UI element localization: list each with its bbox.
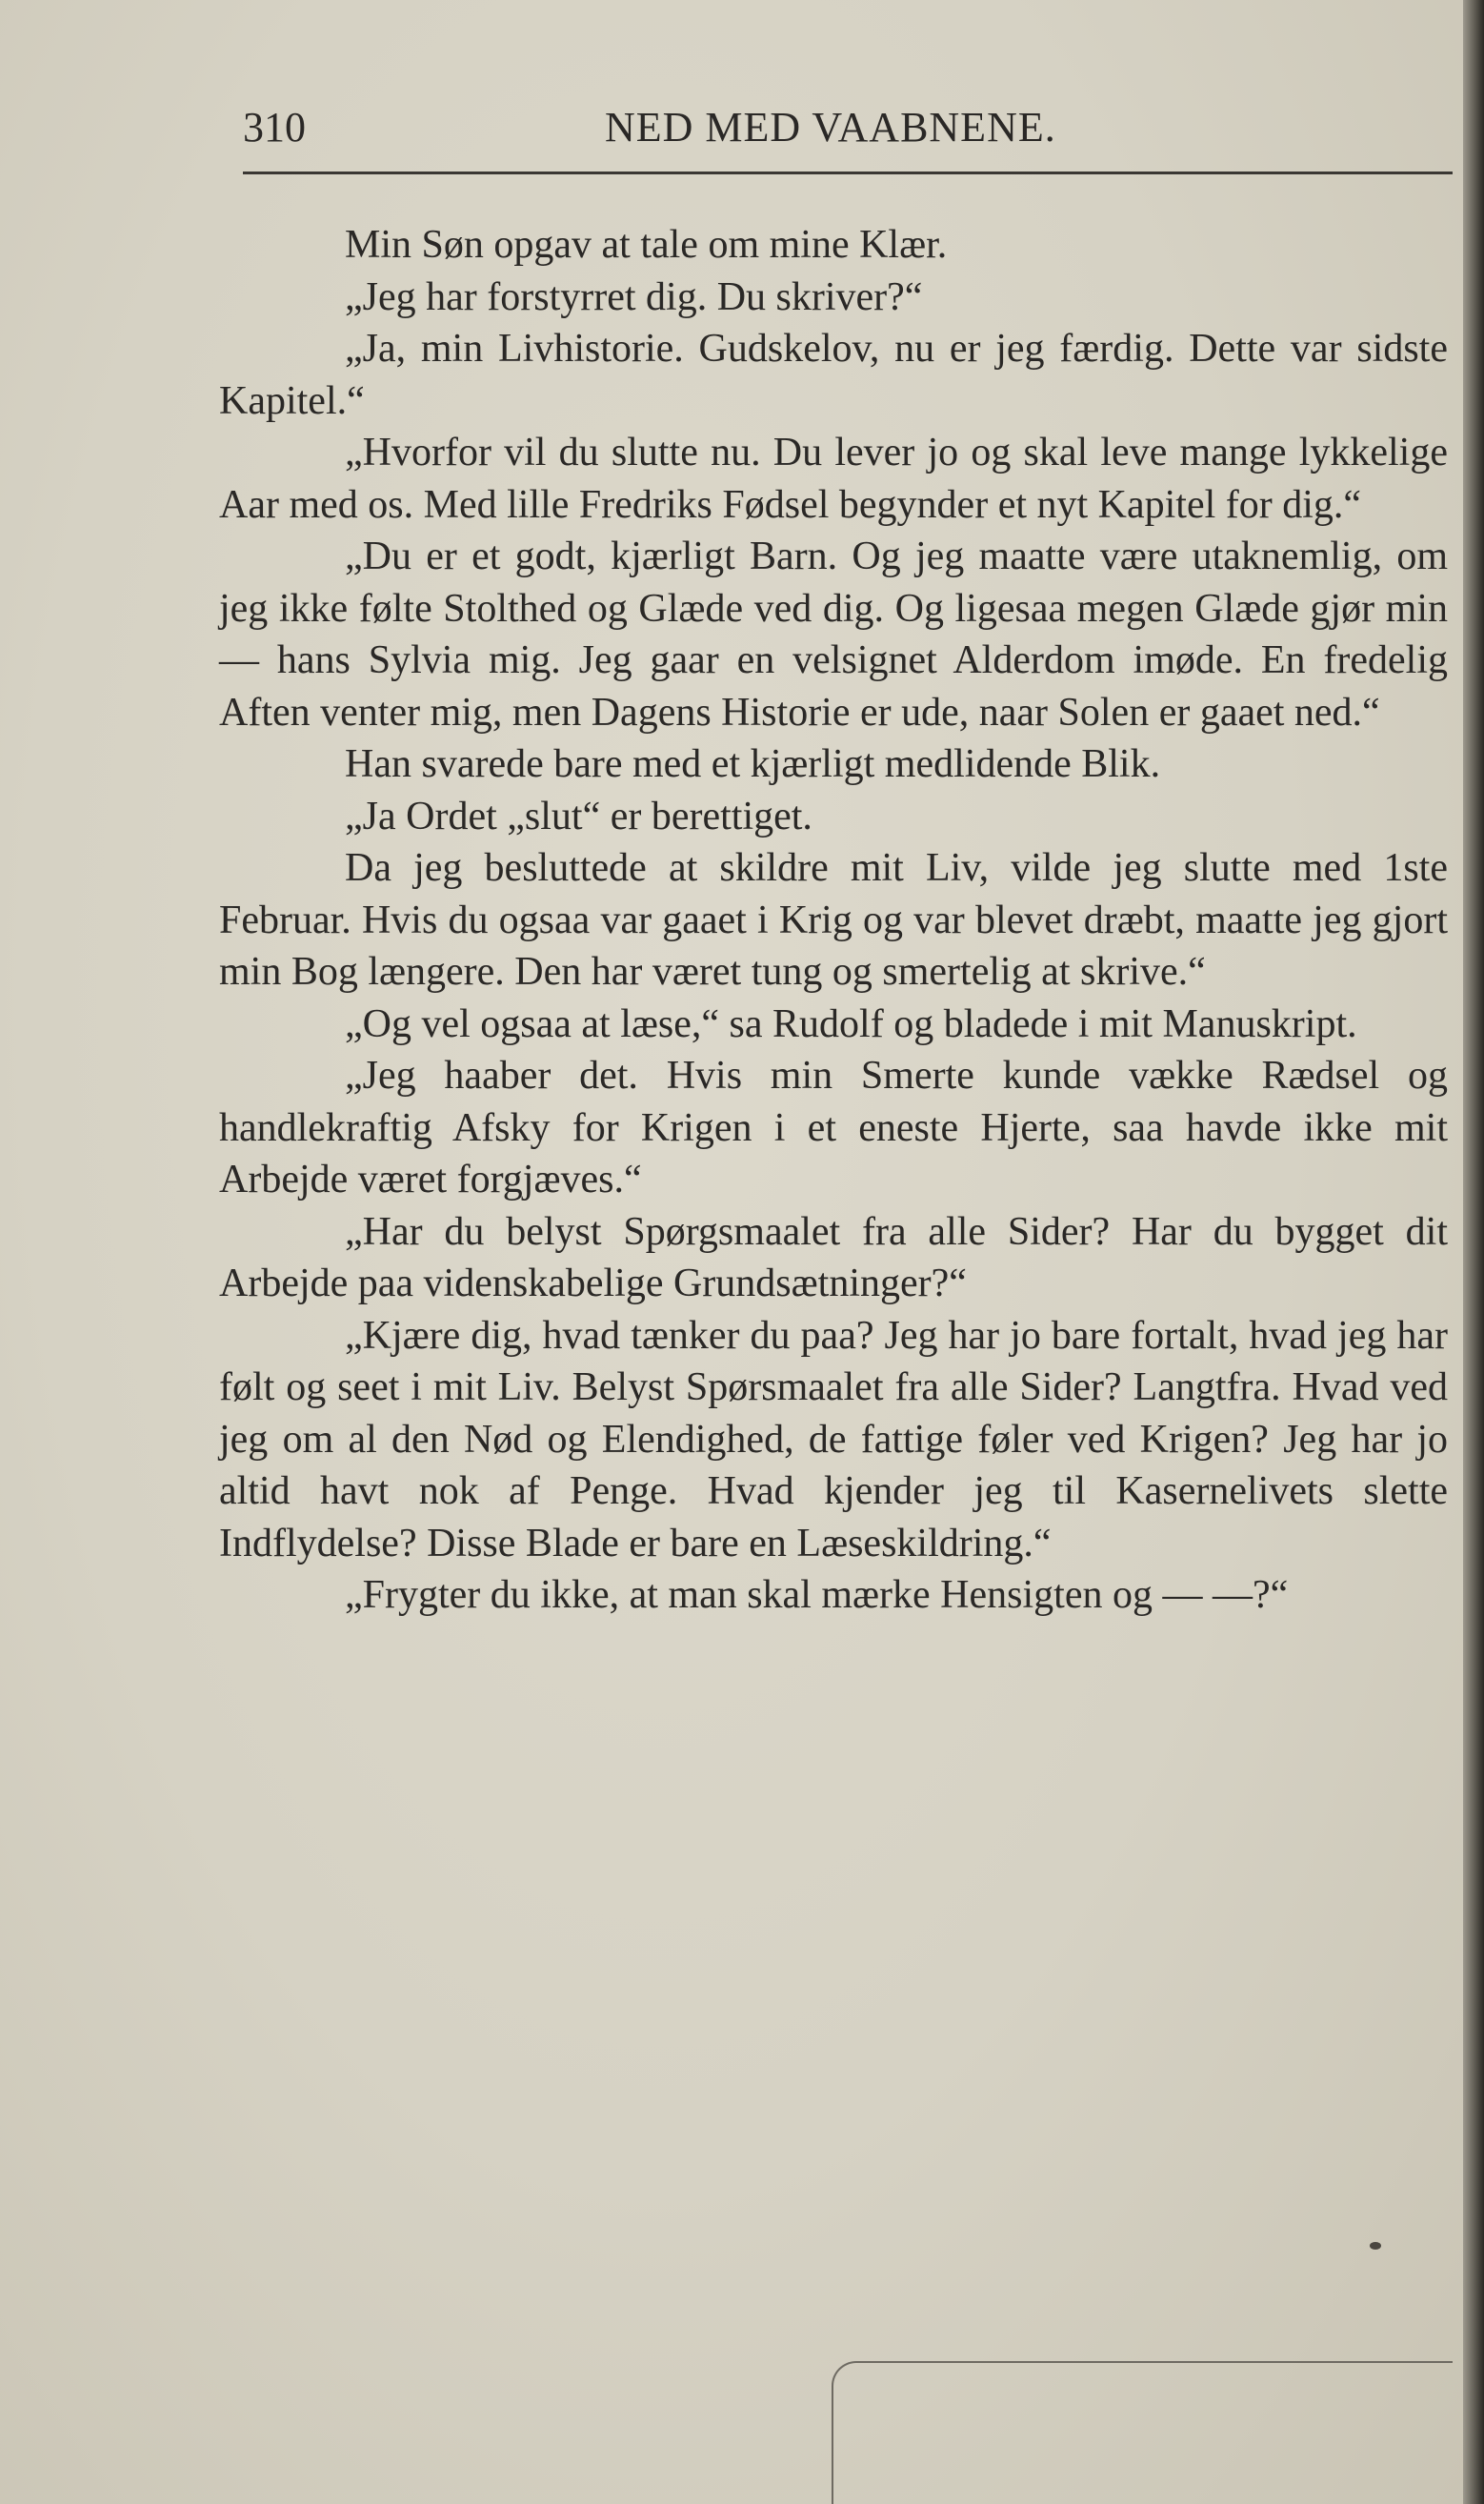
page-edge xyxy=(1463,0,1484,2504)
paragraph: „Frygter du ikke, at man skal mærke Hensigten og — —?“ xyxy=(345,1573,1289,1617)
page-number: 310 xyxy=(243,104,306,151)
ink-mark xyxy=(1370,2242,1381,2250)
paragraph: „Kjære dig, hvad tænker du paa? Jeg har jo bare fortalt, hvad jeg har følt og seet i mit Liv. Belyst Spørsmaalet fra alle Sider? Langtfra. Hvad ved jeg om al den Nød og Elendighed, de fattige føler ved Krigen? Jeg har jo altid havt nok af Penge. Hvad kjender jeg til Kasernelivets slette Indflydelse? Disse Blade er bare en Læseskildring.“ xyxy=(219,1313,1448,1565)
paragraph: Min Søn opgav at tale om mine Klær. xyxy=(345,223,948,267)
paragraph: Han svarede bare med et kjærligt medlidende Blik. xyxy=(345,742,1161,786)
running-title: NED MED VAABNENE. xyxy=(605,104,1056,151)
paragraph: „Har du belyst Spørgsmaalet fra alle Sider? Har du bygget dit Arbejde paa videnskabelige Grundsætninger?“ xyxy=(219,1209,1448,1305)
paragraph: „Hvorfor vil du slutte nu. Du lever jo og skal leve mange lykkelige Aar med os. Med lille Fredriks Fødsel begynder et nyt Kapitel for dig.“ xyxy=(219,431,1448,527)
library-stamp-box xyxy=(832,2361,1453,2504)
paragraph: „Ja, min Livhistorie. Gudskelov, nu er jeg færdig. Dette var sidste Kapitel.“ xyxy=(219,327,1448,423)
paragraph: „Ja Ordet „slut“ er berettiget. xyxy=(345,794,812,838)
page-header xyxy=(243,103,1453,160)
paragraph: „Og vel ogsaa at læse,“ sa Rudolf og bladede i mit Manuskript. xyxy=(345,1001,1357,1046)
paragraph: „Jeg har forstyrret dig. Du skriver?“ xyxy=(345,274,923,319)
paragraph: „Du er et godt, kjærligt Barn. Og jeg maatte være utaknemlig, om jeg ikke følte Stolthed og Glæde ved dig. Og ligesaa megen Glæde gjør min — hans Sylvia mig. Jeg gaar en velsignet Alderdom imøde. En fredelig Aften venter mig, men Dagens Historie er ude, naar Solen er gaaet ned.“ xyxy=(219,535,1448,735)
header-rule xyxy=(243,172,1453,174)
body-text xyxy=(219,219,1448,1622)
paragraph: „Jeg haaber det. Hvis min Smerte kunde vække Rædsel og handlekraftig Afsky for Krigen i et eneste Hjerte, saa havde ikke mit Arbejde været forgjæves.“ xyxy=(219,1054,1448,1202)
paragraph: Da jeg besluttede at skildre mit Liv, vilde jeg slutte med 1ste Februar. Hvis du ogsaa var gaaet i Krig og var blevet dræbt, maatte jeg gjort min Bog længere. Den har været tung og smertelig at skrive.“ xyxy=(219,846,1448,994)
